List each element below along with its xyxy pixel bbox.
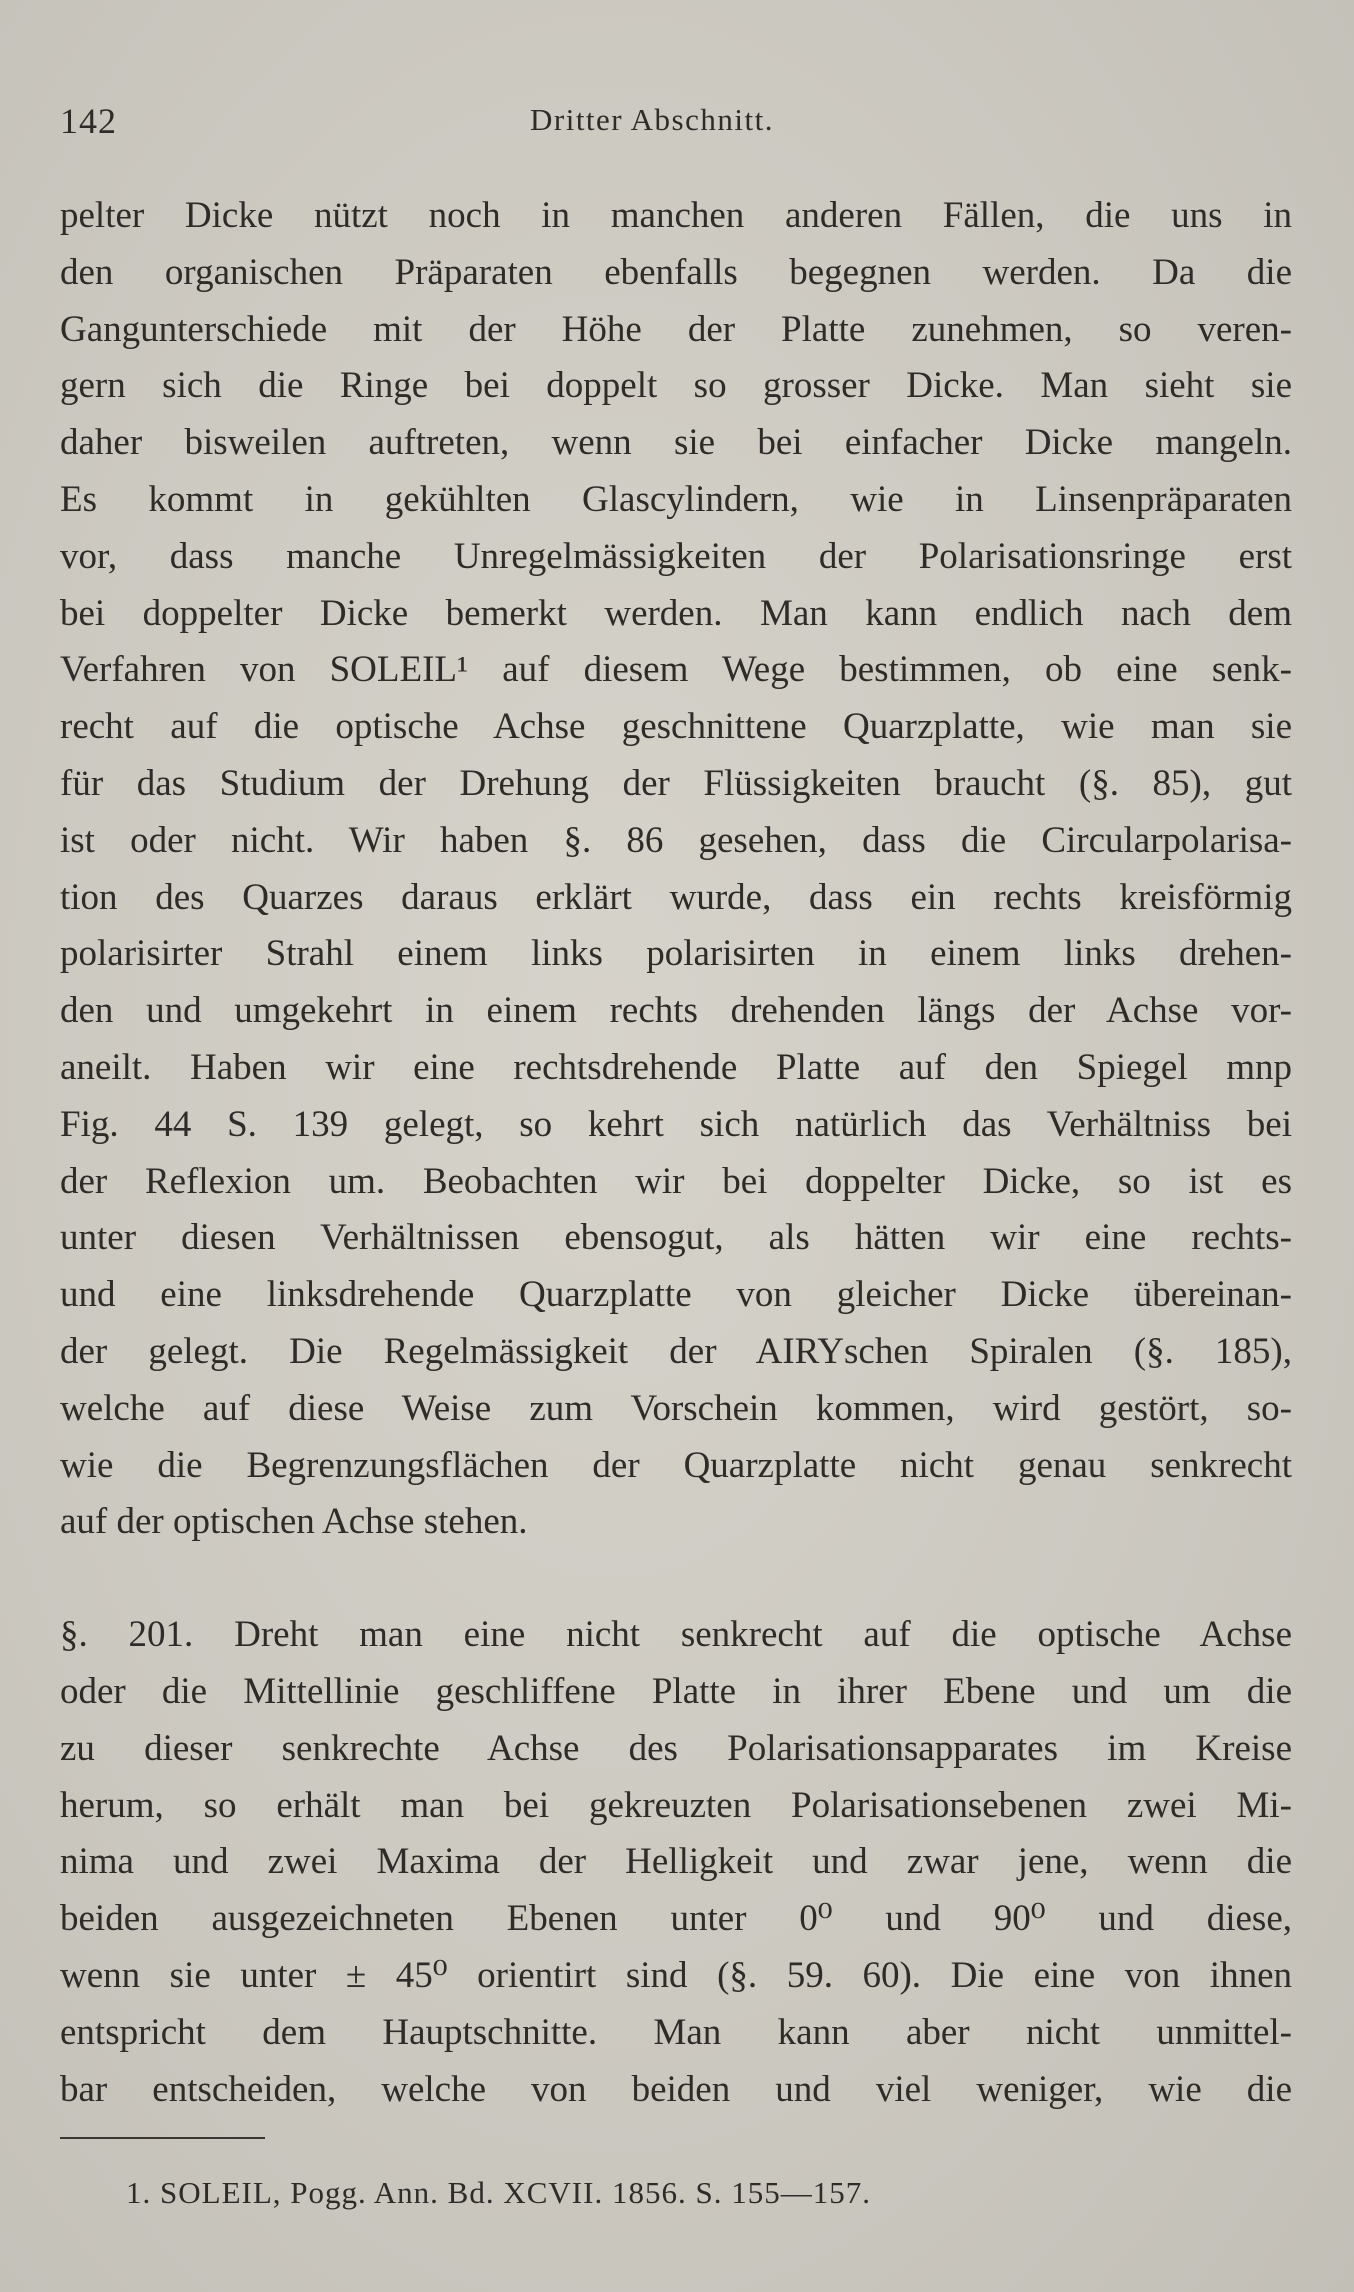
text-line: den und umgekehrt in einem rechts drehenden längs der Achse vor-: [60, 990, 1292, 1032]
text-line: der Reflexion um. Beobachten wir bei doppelter Dicke, so ist es: [60, 1160, 1292, 1202]
text-line: welche auf diese Weise zum Vorschein kommen, wird gestört, so-: [60, 1387, 1292, 1429]
paragraph-2: [60, 1607, 1292, 2118]
paragraph-1: [60, 188, 1292, 1551]
text-line: polarisirter Strahl einem links polarisirten in einem links drehen-: [60, 933, 1292, 975]
text-line: wenn sie unter ± 45⁰ orientirt sind (§. 59. 60). Die eine von ihnen: [60, 1954, 1292, 1996]
text-line: zu dieser senkrechte Achse des Polarisationsapparates im Kreise: [60, 1727, 1292, 1769]
text-line: ist oder nicht. Wir haben §. 86 gesehen, dass die Circularpolarisa-: [60, 819, 1292, 861]
text-line: vor, dass manche Unregelmässigkeiten der Polarisationsringe erst: [60, 535, 1292, 577]
text-line: für das Studium der Drehung der Flüssigkeiten braucht (§. 85), gut: [60, 762, 1292, 804]
text-line: §. 201. Dreht man eine nicht senkrecht auf die optische Achse: [60, 1614, 1292, 1656]
text-line: den organischen Präparaten ebenfalls begegnen werden. Da die: [60, 251, 1292, 293]
text-line: unter diesen Verhältnissen ebensogut, als hätten wir eine rechts-: [60, 1217, 1292, 1259]
text-line: daher bisweilen auftreten, wenn sie bei einfacher Dicke mangeln.: [60, 422, 1292, 464]
text-line: pelter Dicke nützt noch in manchen anderen Fällen, die uns in: [60, 195, 1292, 236]
text-line: und eine linksdrehende Quarzplatte von gleicher Dicke übereinan-: [60, 1274, 1292, 1316]
text-line: wie die Begrenzungsflächen der Quarzplatte nicht genau senkrecht: [60, 1444, 1292, 1486]
text-line: bar entscheiden, welche von beiden und viel weniger, wie die: [60, 2068, 1292, 2110]
text-line: herum, so erhält man bei gekreuzten Polarisationsebenen zwei Mi-: [60, 1784, 1292, 1826]
text-line: nima und zwei Maxima der Helligkeit und zwar jene, wenn die: [60, 1841, 1292, 1883]
running-title: Dritter Abschnitt.: [530, 102, 774, 137]
text-line: bei doppelter Dicke bemerkt werden. Man kann endlich nach dem: [60, 592, 1292, 634]
page-number: 142: [60, 101, 117, 141]
text-line: auf der optischen Achse stehen.: [60, 1501, 528, 1543]
footnote-divider: [60, 2137, 265, 2139]
text-line: Fig. 44 S. 139 gelegt, so kehrt sich natürlich das Verhältniss bei: [60, 1103, 1292, 1145]
text-line: recht auf die optische Achse geschnittene Quarzplatte, wie man sie: [60, 706, 1292, 748]
text-line: entspricht dem Hauptschnitte. Man kann aber nicht unmittel-: [60, 2011, 1292, 2053]
page-header: [60, 100, 1290, 150]
text-line: Verfahren von SOLEIL¹ auf diesem Wege bestimmen, ob eine senk-: [60, 649, 1292, 691]
footnote: 1. SOLEIL, Pogg. Ann. Bd. XCVII. 1856. S. 155—157.: [126, 2175, 871, 2210]
text-line: beiden ausgezeichneten Ebenen unter 0⁰ und 90⁰ und diese,: [60, 1898, 1292, 1940]
text-line: der gelegt. Die Regelmässigkeit der AIRYschen Spiralen (§. 185),: [60, 1330, 1292, 1372]
text-line: Gangunterschiede mit der Höhe der Platte zunehmen, so veren-: [60, 308, 1292, 350]
text-line: aneilt. Haben wir eine rechtsdrehende Platte auf den Spiegel mnp: [60, 1046, 1292, 1088]
paragraph-gap: [60, 1551, 1292, 1607]
body-text: [60, 188, 1292, 2118]
text-line: gern sich die Ringe bei doppelt so grosser Dicke. Man sieht sie: [60, 365, 1292, 407]
text-line: oder die Mittellinie geschliffene Platte in ihrer Ebene und um die: [60, 1670, 1292, 1712]
text-line: tion des Quarzes daraus erklärt wurde, dass ein rechts kreisförmig: [60, 876, 1292, 918]
text-line: Es kommt in gekühlten Glascylindern, wie in Linsenpräparaten: [60, 478, 1292, 520]
